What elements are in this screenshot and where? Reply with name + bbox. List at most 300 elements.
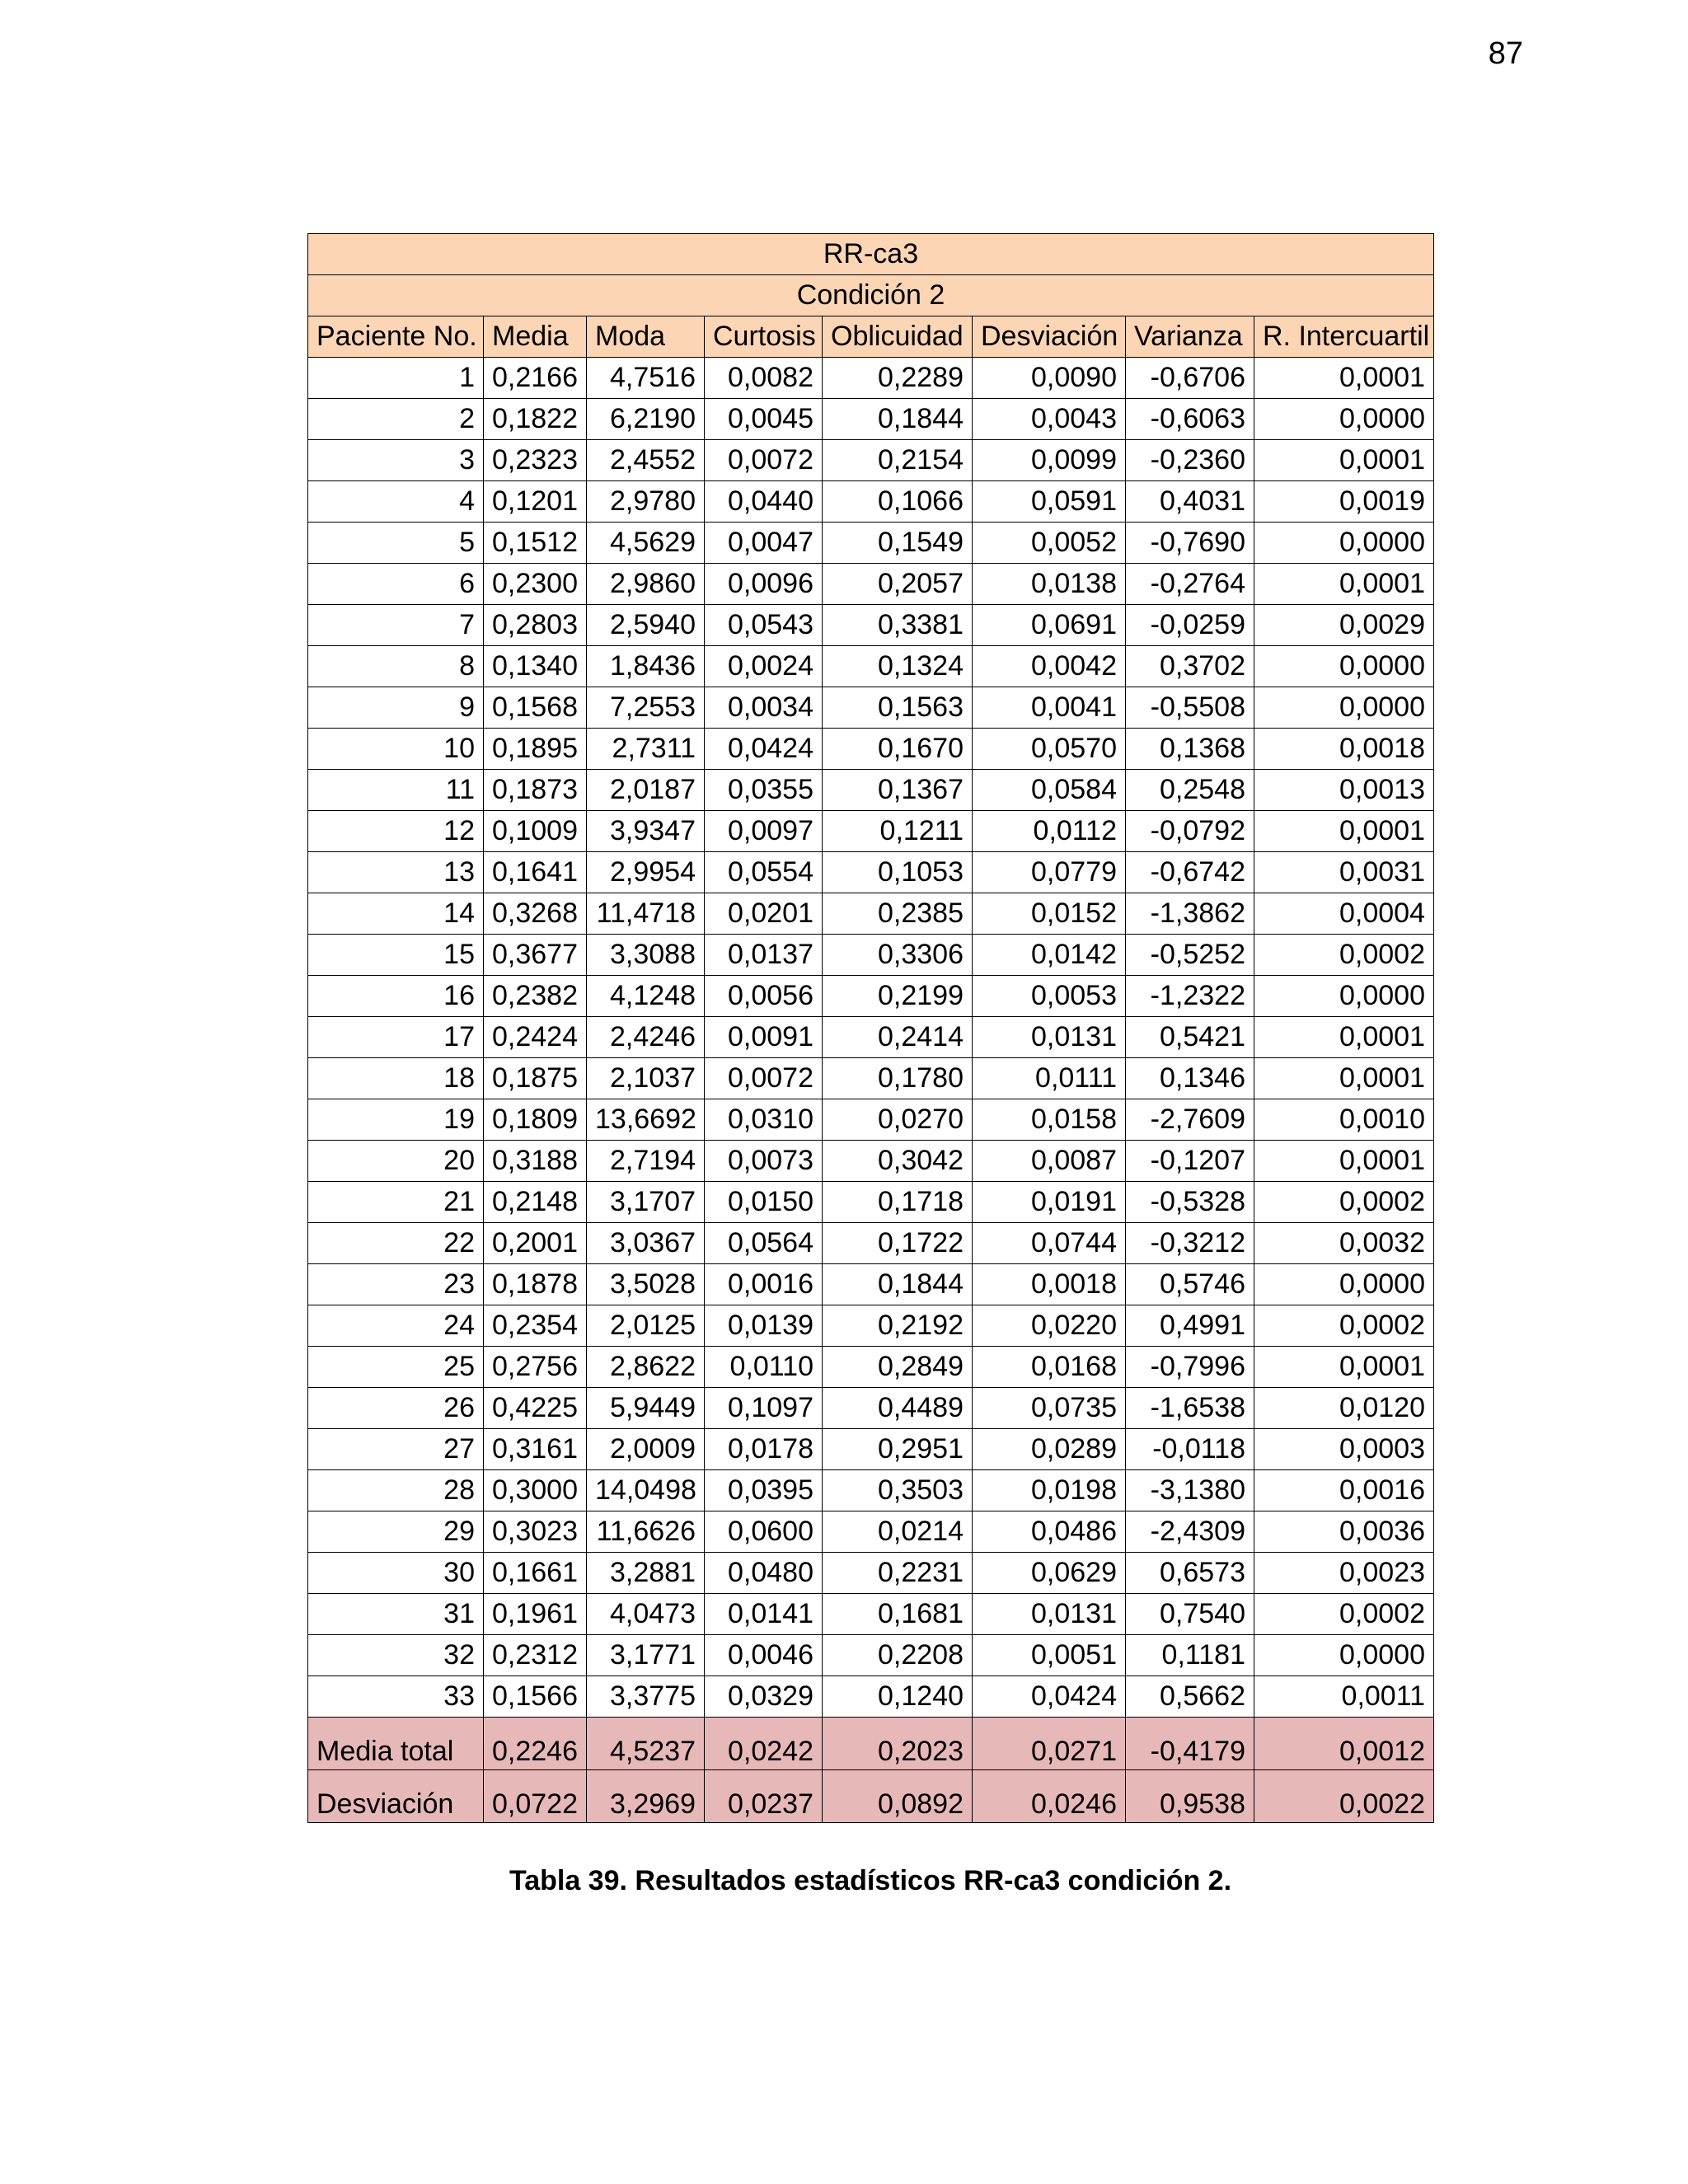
table-cell: 2,9860 xyxy=(587,564,705,605)
table-cell: 13 xyxy=(308,852,484,893)
table-cell: 2,1037 xyxy=(587,1058,705,1099)
table-cell: 0,0600 xyxy=(705,1511,823,1553)
table-row xyxy=(308,935,1434,976)
table-subtitle-row xyxy=(308,275,1434,316)
table-cell: 0,0029 xyxy=(1254,605,1434,646)
table-cell: 0,0001 xyxy=(1254,440,1434,481)
summary-cell: 3,2969 xyxy=(587,1770,705,1823)
table-row xyxy=(308,440,1434,481)
table-cell: 2,7194 xyxy=(587,1141,705,1182)
table-cell: 0,0001 xyxy=(1254,1347,1434,1388)
table-cell: 3 xyxy=(308,440,484,481)
table-cell: 0,1009 xyxy=(484,811,587,852)
summary-cell: 0,0892 xyxy=(823,1770,973,1823)
table-cell: 0,1780 xyxy=(823,1058,973,1099)
table-cell: 0,0120 xyxy=(1254,1388,1434,1429)
table-cell: 18 xyxy=(308,1058,484,1099)
table-cell: 0,1641 xyxy=(484,852,587,893)
table-cell: 32 xyxy=(308,1635,484,1676)
table-cell: 10 xyxy=(308,729,484,770)
table-cell: 0,0047 xyxy=(705,523,823,564)
table-cell: 0,0097 xyxy=(705,811,823,852)
table-cell: 0,1066 xyxy=(823,481,973,523)
table-cell: 0,0045 xyxy=(705,399,823,440)
table-cell: 0,0087 xyxy=(973,1141,1126,1182)
table-row xyxy=(308,1429,1434,1470)
table-cell: 0,0141 xyxy=(705,1594,823,1635)
table-cell: 0,0003 xyxy=(1254,1429,1434,1470)
table-cell: 0,1181 xyxy=(1126,1635,1254,1676)
table-row xyxy=(308,605,1434,646)
table-cell: 0,1563 xyxy=(823,687,973,729)
table-cell: 0,0013 xyxy=(1254,770,1434,811)
table-cell: 0,2166 xyxy=(484,358,587,399)
table-cell: -0,7996 xyxy=(1126,1347,1254,1388)
column-header: Paciente No. xyxy=(308,316,484,358)
table-cell: 0,0051 xyxy=(973,1635,1126,1676)
table-cell: 0,1873 xyxy=(484,770,587,811)
table-cell: 6 xyxy=(308,564,484,605)
table-cell: 0,0111 xyxy=(973,1058,1126,1099)
table-cell: 7,2553 xyxy=(587,687,705,729)
table-cell: 0,0744 xyxy=(973,1223,1126,1264)
table-cell: 0,3042 xyxy=(823,1141,973,1182)
table-cell: 0,1844 xyxy=(823,399,973,440)
column-header: R. Intercuartil xyxy=(1254,316,1434,358)
table-cell: 0,6573 xyxy=(1126,1553,1254,1594)
summary-cell: 0,0722 xyxy=(484,1770,587,1823)
table-row xyxy=(308,893,1434,935)
table-cell: 0,0072 xyxy=(705,440,823,481)
table-cell: 4,7516 xyxy=(587,358,705,399)
table-cell: 0,3268 xyxy=(484,893,587,935)
table-row xyxy=(308,1223,1434,1264)
table-cell: 2 xyxy=(308,399,484,440)
table-cell: 0,0001 xyxy=(1254,1058,1434,1099)
table-cell: 5 xyxy=(308,523,484,564)
table-cell: 0,0023 xyxy=(1254,1553,1434,1594)
table-cell: 0,2312 xyxy=(484,1635,587,1676)
table-cell: 2,7311 xyxy=(587,729,705,770)
table-cell: 2,5940 xyxy=(587,605,705,646)
table-cell: 4,1248 xyxy=(587,976,705,1017)
table-cell: 0,0554 xyxy=(705,852,823,893)
table-cell: 0,0735 xyxy=(973,1388,1126,1429)
table-cell: 2,9954 xyxy=(587,852,705,893)
table-cell: 5,9449 xyxy=(587,1388,705,1429)
table-cell: 1 xyxy=(308,358,484,399)
table-cell: 0,0099 xyxy=(973,440,1126,481)
table-cell: 0,1670 xyxy=(823,729,973,770)
table-cell: 14,0498 xyxy=(587,1470,705,1511)
column-header: Oblicuidad xyxy=(823,316,973,358)
table-cell: 8 xyxy=(308,646,484,687)
table-title: RR-ca3 xyxy=(308,234,1434,275)
table-cell: 0,0424 xyxy=(973,1676,1126,1718)
table-cell: 26 xyxy=(308,1388,484,1429)
table-row xyxy=(308,1388,1434,1429)
table-cell: 0,0010 xyxy=(1254,1099,1434,1141)
table-cell: 0,0000 xyxy=(1254,399,1434,440)
table-cell: 14 xyxy=(308,893,484,935)
table-cell: 2,9780 xyxy=(587,481,705,523)
table-cell: 3,1771 xyxy=(587,1635,705,1676)
table-row xyxy=(308,1305,1434,1347)
table-cell: 0,2300 xyxy=(484,564,587,605)
table-cell: -2,4309 xyxy=(1126,1511,1254,1553)
table-cell: 0,2323 xyxy=(484,440,587,481)
table-cell: 0,3023 xyxy=(484,1511,587,1553)
table-cell: 0,0564 xyxy=(705,1223,823,1264)
table-cell: 0,0018 xyxy=(1254,729,1434,770)
table-cell: 0,0137 xyxy=(705,935,823,976)
table-cell: 0,1097 xyxy=(705,1388,823,1429)
table-cell: 25 xyxy=(308,1347,484,1388)
summary-cell: 0,2246 xyxy=(484,1718,587,1770)
table-cell: 0,0052 xyxy=(973,523,1126,564)
table-cell: 2,0009 xyxy=(587,1429,705,1470)
column-header: Moda xyxy=(587,316,705,358)
table-cell: -1,3862 xyxy=(1126,893,1254,935)
table-cell: 0,4991 xyxy=(1126,1305,1254,1347)
table-cell: 0,0056 xyxy=(705,976,823,1017)
summary-cell: 0,0271 xyxy=(973,1718,1126,1770)
table-cell: 0,0090 xyxy=(973,358,1126,399)
table-cell: 0,1878 xyxy=(484,1264,587,1305)
table-cell: 0,0152 xyxy=(973,893,1126,935)
column-header-row xyxy=(308,316,1434,358)
table-cell: 2,4246 xyxy=(587,1017,705,1058)
table-cell: 0,1895 xyxy=(484,729,587,770)
table-cell: 0,0019 xyxy=(1254,481,1434,523)
table-cell: 0,0440 xyxy=(705,481,823,523)
table-cell: 4 xyxy=(308,481,484,523)
summary-cell: 0,0012 xyxy=(1254,1718,1434,1770)
table-cell: 0,0150 xyxy=(705,1182,823,1223)
table-cell: 0,2289 xyxy=(823,358,973,399)
table-cell: 31 xyxy=(308,1594,484,1635)
table-row xyxy=(308,1141,1434,1182)
table-cell: 0,2951 xyxy=(823,1429,973,1470)
table-cell: 0,0032 xyxy=(1254,1223,1434,1264)
table-cell: 0,0001 xyxy=(1254,1017,1434,1058)
summary-cell: 4,5237 xyxy=(587,1718,705,1770)
table-cell: 0,0018 xyxy=(973,1264,1126,1305)
table-cell: 0,0480 xyxy=(705,1553,823,1594)
table-cell: 11,4718 xyxy=(587,893,705,935)
table-cell: 0,0570 xyxy=(973,729,1126,770)
summary-cell: 0,2023 xyxy=(823,1718,973,1770)
table-row xyxy=(308,1676,1434,1718)
table-cell: 0,2001 xyxy=(484,1223,587,1264)
table-cell: 0,0042 xyxy=(973,646,1126,687)
table-cell: -0,6063 xyxy=(1126,399,1254,440)
table-cell: 0,4225 xyxy=(484,1388,587,1429)
table-cell: 0,0191 xyxy=(973,1182,1126,1223)
table-cell: 0,0395 xyxy=(705,1470,823,1511)
table-row xyxy=(308,481,1434,523)
table-cell: 0,2154 xyxy=(823,440,973,481)
table-cell: 0,1240 xyxy=(823,1676,973,1718)
table-cell: 0,1201 xyxy=(484,481,587,523)
table-cell: 0,0168 xyxy=(973,1347,1126,1388)
table-cell: 0,0112 xyxy=(973,811,1126,852)
table-cell: 3,3088 xyxy=(587,935,705,976)
table-cell: 15 xyxy=(308,935,484,976)
table-cell: 2,0125 xyxy=(587,1305,705,1347)
summary-label: Media total xyxy=(308,1718,484,1770)
table-row xyxy=(308,1182,1434,1223)
table-cell: 0,0591 xyxy=(973,481,1126,523)
table-cell: 0,0001 xyxy=(1254,564,1434,605)
table-cell: 0,0091 xyxy=(705,1017,823,1058)
table-cell: -0,3212 xyxy=(1126,1223,1254,1264)
table-cell: 0,0629 xyxy=(973,1553,1126,1594)
table-cell: 2,8622 xyxy=(587,1347,705,1388)
table-row xyxy=(308,976,1434,1017)
table-cell: 0,1722 xyxy=(823,1223,973,1264)
table-cell: 0,0002 xyxy=(1254,935,1434,976)
table-cell: 0,0142 xyxy=(973,935,1126,976)
table-cell: 27 xyxy=(308,1429,484,1470)
table-row xyxy=(308,1635,1434,1676)
table-cell: 0,0198 xyxy=(973,1470,1126,1511)
table-title-row xyxy=(308,234,1434,275)
table-cell: 9 xyxy=(308,687,484,729)
column-header: Media xyxy=(484,316,587,358)
table-cell: 0,1211 xyxy=(823,811,973,852)
table-cell: 0,1053 xyxy=(823,852,973,893)
table-cell: 0,0424 xyxy=(705,729,823,770)
table-cell: 0,0036 xyxy=(1254,1511,1434,1553)
table-row xyxy=(308,399,1434,440)
table-cell: -3,1380 xyxy=(1126,1470,1254,1511)
table-cell: 0,1367 xyxy=(823,770,973,811)
summary-cell: -0,4179 xyxy=(1126,1718,1254,1770)
table-cell: 0,0131 xyxy=(973,1594,1126,1635)
table-cell: 33 xyxy=(308,1676,484,1718)
table-cell: 0,2148 xyxy=(484,1182,587,1223)
table-cell: 0,0584 xyxy=(973,770,1126,811)
table-cell: 0,1844 xyxy=(823,1264,973,1305)
table-cell: 0,0543 xyxy=(705,605,823,646)
table-cell: 0,0214 xyxy=(823,1511,973,1553)
table-cell: 0,0000 xyxy=(1254,976,1434,1017)
table-cell: 0,2803 xyxy=(484,605,587,646)
table-row xyxy=(308,1594,1434,1635)
table-cell: -2,7609 xyxy=(1126,1099,1254,1141)
summary-cell: 0,0237 xyxy=(705,1770,823,1823)
summary-cell: 0,0246 xyxy=(973,1770,1126,1823)
table-cell: -0,0118 xyxy=(1126,1429,1254,1470)
table-cell: 0,3161 xyxy=(484,1429,587,1470)
summary-row xyxy=(308,1718,1434,1770)
table-cell: 30 xyxy=(308,1553,484,1594)
table-row xyxy=(308,1099,1434,1141)
table-cell: 0,0000 xyxy=(1254,646,1434,687)
table-cell: 0,0178 xyxy=(705,1429,823,1470)
table-cell: 0,0691 xyxy=(973,605,1126,646)
table-cell: -0,0259 xyxy=(1126,605,1254,646)
table-row xyxy=(308,1553,1434,1594)
table-cell: 0,0779 xyxy=(973,852,1126,893)
table-cell: -0,1207 xyxy=(1126,1141,1254,1182)
table-cell: 0,0082 xyxy=(705,358,823,399)
table-cell: 0,3306 xyxy=(823,935,973,976)
table-cell: 0,3702 xyxy=(1126,646,1254,687)
table-cell: 0,0002 xyxy=(1254,1182,1434,1223)
table-cell: 0,2192 xyxy=(823,1305,973,1347)
table-cell: 0,0289 xyxy=(973,1429,1126,1470)
table-cell: 0,0073 xyxy=(705,1141,823,1182)
summary-cell: 0,0022 xyxy=(1254,1770,1434,1823)
summary-cell: 0,0242 xyxy=(705,1718,823,1770)
table-cell: 0,3000 xyxy=(484,1470,587,1511)
table-cell: 0,2548 xyxy=(1126,770,1254,811)
table-cell: 0,0001 xyxy=(1254,811,1434,852)
table-cell: 0,1822 xyxy=(484,399,587,440)
table-row xyxy=(308,564,1434,605)
table-cell: 0,0000 xyxy=(1254,687,1434,729)
table-cell: 0,2414 xyxy=(823,1017,973,1058)
table-cell: 0,0002 xyxy=(1254,1594,1434,1635)
table-cell: 11,6626 xyxy=(587,1511,705,1553)
table-cell: -0,0792 xyxy=(1126,811,1254,852)
table-cell: 0,2199 xyxy=(823,976,973,1017)
table-cell: 3,3775 xyxy=(587,1676,705,1718)
table-cell: 0,0131 xyxy=(973,1017,1126,1058)
table-cell: 0,1324 xyxy=(823,646,973,687)
table-cell: 0,0001 xyxy=(1254,1141,1434,1182)
table-cell: 0,5746 xyxy=(1126,1264,1254,1305)
table-row xyxy=(308,811,1434,852)
table-cell: -0,5508 xyxy=(1126,687,1254,729)
table-cell: 2,0187 xyxy=(587,770,705,811)
table-cell: 0,0043 xyxy=(973,399,1126,440)
table-cell: 6,2190 xyxy=(587,399,705,440)
table-cell: 0,0355 xyxy=(705,770,823,811)
table-cell: 0,1512 xyxy=(484,523,587,564)
table-cell: 0,0041 xyxy=(973,687,1126,729)
table-cell: 0,2849 xyxy=(823,1347,973,1388)
table-cell: 0,1568 xyxy=(484,687,587,729)
table-cell: 0,2382 xyxy=(484,976,587,1017)
table-row xyxy=(308,646,1434,687)
summary-cell: 0,9538 xyxy=(1126,1770,1254,1823)
table-cell: 0,3677 xyxy=(484,935,587,976)
table-caption: Tabla 39. Resultados estadísticos RR-ca3 condición 2. xyxy=(509,1865,1232,1896)
table-cell: 0,2231 xyxy=(823,1553,973,1594)
table-cell: 0,1961 xyxy=(484,1594,587,1635)
table-cell: -0,6706 xyxy=(1126,358,1254,399)
table-row xyxy=(308,1264,1434,1305)
table-cell: 0,0034 xyxy=(705,687,823,729)
summary-row xyxy=(308,1770,1434,1823)
table-cell: 12 xyxy=(308,811,484,852)
table-cell: -0,2360 xyxy=(1126,440,1254,481)
table-row xyxy=(308,1017,1434,1058)
table-cell: 0,0201 xyxy=(705,893,823,935)
table-cell: 0,2354 xyxy=(484,1305,587,1347)
table-cell: 0,1566 xyxy=(484,1676,587,1718)
table-cell: 0,7540 xyxy=(1126,1594,1254,1635)
table-row xyxy=(308,1511,1434,1553)
table-cell: -0,6742 xyxy=(1126,852,1254,893)
table-cell: 3,2881 xyxy=(587,1553,705,1594)
table-cell: 0,2424 xyxy=(484,1017,587,1058)
table-cell: 3,1707 xyxy=(587,1182,705,1223)
column-header: Varianza xyxy=(1126,316,1254,358)
table-cell: 0,0110 xyxy=(705,1347,823,1388)
table-cell: 0,0001 xyxy=(1254,358,1434,399)
table-cell: 0,0024 xyxy=(705,646,823,687)
table-cell: 0,0139 xyxy=(705,1305,823,1347)
table-row xyxy=(308,687,1434,729)
table-cell: 0,0486 xyxy=(973,1511,1126,1553)
table-cell: -1,2322 xyxy=(1126,976,1254,1017)
table-row xyxy=(308,770,1434,811)
table-cell: 0,1681 xyxy=(823,1594,973,1635)
table-cell: 0,0138 xyxy=(973,564,1126,605)
table-cell: 0,0000 xyxy=(1254,1264,1434,1305)
table-cell: 21 xyxy=(308,1182,484,1223)
table-cell: 0,5421 xyxy=(1126,1017,1254,1058)
table-row xyxy=(308,523,1434,564)
table-cell: 0,0270 xyxy=(823,1099,973,1141)
table-cell: -0,5328 xyxy=(1126,1182,1254,1223)
table-cell: 0,5662 xyxy=(1126,1676,1254,1718)
table-cell: 17 xyxy=(308,1017,484,1058)
table-cell: 0,0158 xyxy=(973,1099,1126,1141)
table-cell: 2,4552 xyxy=(587,440,705,481)
table-row xyxy=(308,358,1434,399)
table-cell: 7 xyxy=(308,605,484,646)
table-cell: 0,0011 xyxy=(1254,1676,1434,1718)
table-cell: 13,6692 xyxy=(587,1099,705,1141)
table-cell: 0,2385 xyxy=(823,893,973,935)
table-cell: -1,6538 xyxy=(1126,1388,1254,1429)
table-cell: 0,1809 xyxy=(484,1099,587,1141)
table-cell: -0,5252 xyxy=(1126,935,1254,976)
table-cell: -0,2764 xyxy=(1126,564,1254,605)
table-cell: 29 xyxy=(308,1511,484,1553)
table-cell: 22 xyxy=(308,1223,484,1264)
summary-label: Desviación xyxy=(308,1770,484,1823)
table-cell: -0,7690 xyxy=(1126,523,1254,564)
table-cell: 0,0016 xyxy=(705,1264,823,1305)
table-cell: 0,1346 xyxy=(1126,1058,1254,1099)
table-cell: 0,0004 xyxy=(1254,893,1434,935)
table-cell: 20 xyxy=(308,1141,484,1182)
table-cell: 1,8436 xyxy=(587,646,705,687)
table-row xyxy=(308,1347,1434,1388)
table-cell: 0,1875 xyxy=(484,1058,587,1099)
table-cell: 0,4031 xyxy=(1126,481,1254,523)
table-cell: 0,0310 xyxy=(705,1099,823,1141)
table-cell: 23 xyxy=(308,1264,484,1305)
table-row xyxy=(308,1470,1434,1511)
table-cell: 0,2756 xyxy=(484,1347,587,1388)
table-cell: 0,4489 xyxy=(823,1388,973,1429)
column-header: Curtosis xyxy=(705,316,823,358)
table-cell: 0,3503 xyxy=(823,1470,973,1511)
table-cell: 11 xyxy=(308,770,484,811)
table-cell: 0,0329 xyxy=(705,1676,823,1718)
table-body xyxy=(308,358,1434,1823)
table-cell: 4,5629 xyxy=(587,523,705,564)
table-cell: 0,0220 xyxy=(973,1305,1126,1347)
table-cell: 0,1661 xyxy=(484,1553,587,1594)
